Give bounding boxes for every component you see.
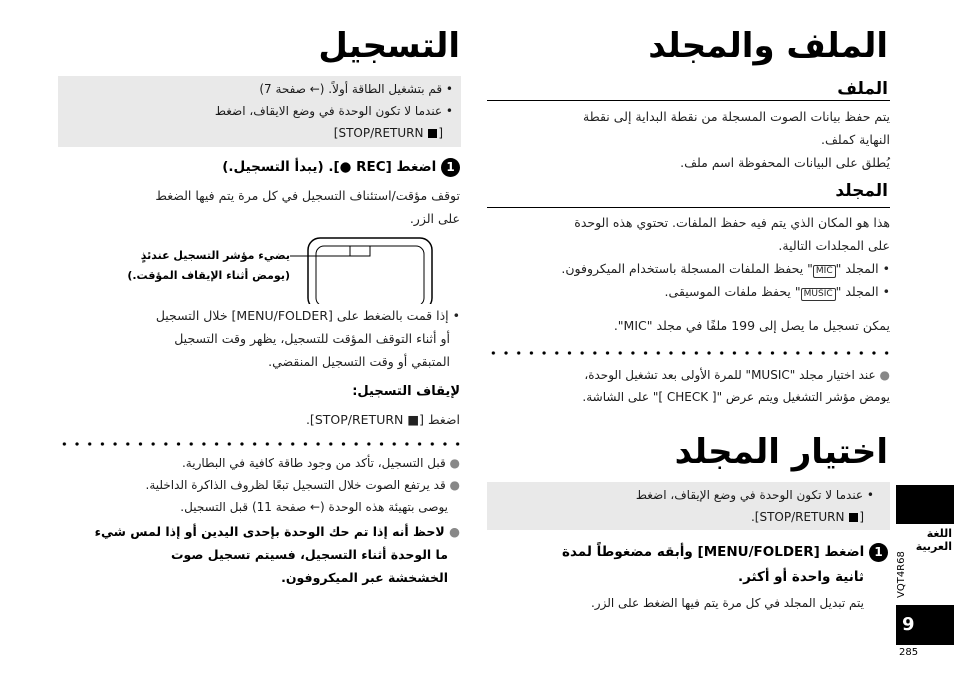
file-heading-rule	[487, 100, 890, 101]
language-tab-marker	[896, 485, 954, 524]
recording-precondition-box: • قم بتشغيل الطاقة أولاً. (← صفحة 7) • عندما لا تكون الوحدة في وضع الايقاف، اضغط [ STOP/RETURN]	[58, 76, 461, 147]
model-code: VQT4R68	[896, 551, 907, 598]
folder-bullet-mic: • المجلد "MIC" يحفظ الملفات المسجلة باستخدام الميكروفون.	[561, 261, 890, 276]
file-description	[490, 105, 890, 174]
file-line: يتم حفظ بيانات الصوت المسجلة من نقطة البداية إلى نقطة	[583, 109, 890, 124]
step-number-badge: 1	[869, 543, 888, 562]
folder-heading: المجلد	[835, 181, 888, 201]
stop-recording-text: اضغط [■ STOP/RETURN].	[305, 412, 460, 427]
stop-icon	[849, 513, 858, 522]
select-step-1: 1 اضغط [MENU/FOLDER] وأبقه مضغوطاً لمدة ثانية واحدة أو أكثر.	[488, 540, 888, 590]
stop-recording-heading: لإيقاف التسجيل:	[352, 384, 460, 399]
capacity-note: يمكن تسجيل ما يصل إلى 199 ملفًا في مجلد "MIC".	[613, 318, 890, 333]
file-line: يُطلق على البيانات المحفوظة اسم ملف.	[680, 155, 890, 170]
music-folder-icon: MUSIC	[801, 288, 836, 301]
gray-bullet-icon: ●	[879, 368, 890, 382]
file-heading: الملف	[837, 79, 888, 99]
record-step-1: 1 اضغط [REC ●]. (يبدأ التسجيل.)	[60, 155, 460, 180]
section-title-recording: التسجيل	[318, 26, 460, 66]
page-footer-number: 285	[899, 647, 919, 658]
gray-bullet-icon: ●	[449, 524, 460, 539]
dotted-separator	[487, 351, 890, 355]
folder-line: على المجلدات التالية.	[778, 238, 890, 253]
file-line: النهاية كملف.	[820, 132, 890, 147]
step-number-badge: 1	[441, 158, 460, 177]
record-indicator-callout: يضيء مؤشر التسجيل عندئذٍ (يومض أثناء الإيقاف المؤقت.)	[127, 249, 290, 282]
recording-notes: ● قبل التسجيل، تأكد من وجود طاقة كافية في البطارية. ● قد يرتفع الصوت خلال التسجيل تبعًا لظروف الذاكرة الداخلية. يوصى بتهيئة هذه الوحدة (← صفحة 11) قبل التسجيل.	[145, 456, 460, 514]
recorder-device-illustration	[290, 234, 435, 304]
record-step-description: توقف مؤقت/استئناف التسجيل في كل مرة يتم فيها الضغط على الزر.	[155, 188, 460, 226]
folder-description	[490, 211, 890, 303]
folder-bullet-music: • المجلد "MUSIC" يحفظ ملفات الموسيقى.	[664, 284, 890, 299]
section-title-select-folder: اختيار المجلد	[674, 432, 888, 472]
folder-line: هذا هو المكان الذي يتم فيه حفظ الملفات. تحتوي هذه الوحدة	[574, 215, 890, 230]
gray-bullet-icon: ●	[449, 478, 460, 492]
music-note: ● عند اختيار مجلد "MUSIC" للمرة الأولى بعد تشغيل الوحدة، يومض مؤشر التشغيل ويتم عرض "[ CHECK ]" على الشاشة.	[582, 368, 890, 404]
page-number: 9	[896, 605, 954, 645]
section-title-file-folder: الملف والمجلد	[648, 26, 888, 66]
stop-icon	[428, 129, 437, 138]
dotted-separator	[58, 442, 461, 446]
gray-bullet-icon: ●	[449, 456, 460, 470]
handling-noise-warning: ● لاحظ أنه إذا تم حك الوحدة بإحدى اليدين أو إذا لمس شيء ما الوحدة أثناء التسجيل، فسيتم تسجيل صوت الخشخشة عبر الميكروفون.	[94, 524, 460, 585]
folder-heading-rule	[487, 207, 890, 208]
language-label: اللغة العربية	[915, 527, 952, 553]
mic-folder-icon: MIC	[813, 265, 836, 278]
precondition-box: • عندما لا تكون الوحدة في وضع الإيقاف، اضغط [ STOP/RETURN].	[487, 482, 890, 530]
menu-folder-note: • إذا قمت بالضغط على [MENU/FOLDER] خلال التسجيل أو أثناء التوقف المؤقت للتسجيل، يظهر وقت التسجيل المتبقي أو وقت التسجيل المنقضي.	[155, 308, 460, 369]
select-step-note: يتم تبديل المجلد في كل مرة يتم فيها الضغط على الزر.	[590, 596, 864, 610]
